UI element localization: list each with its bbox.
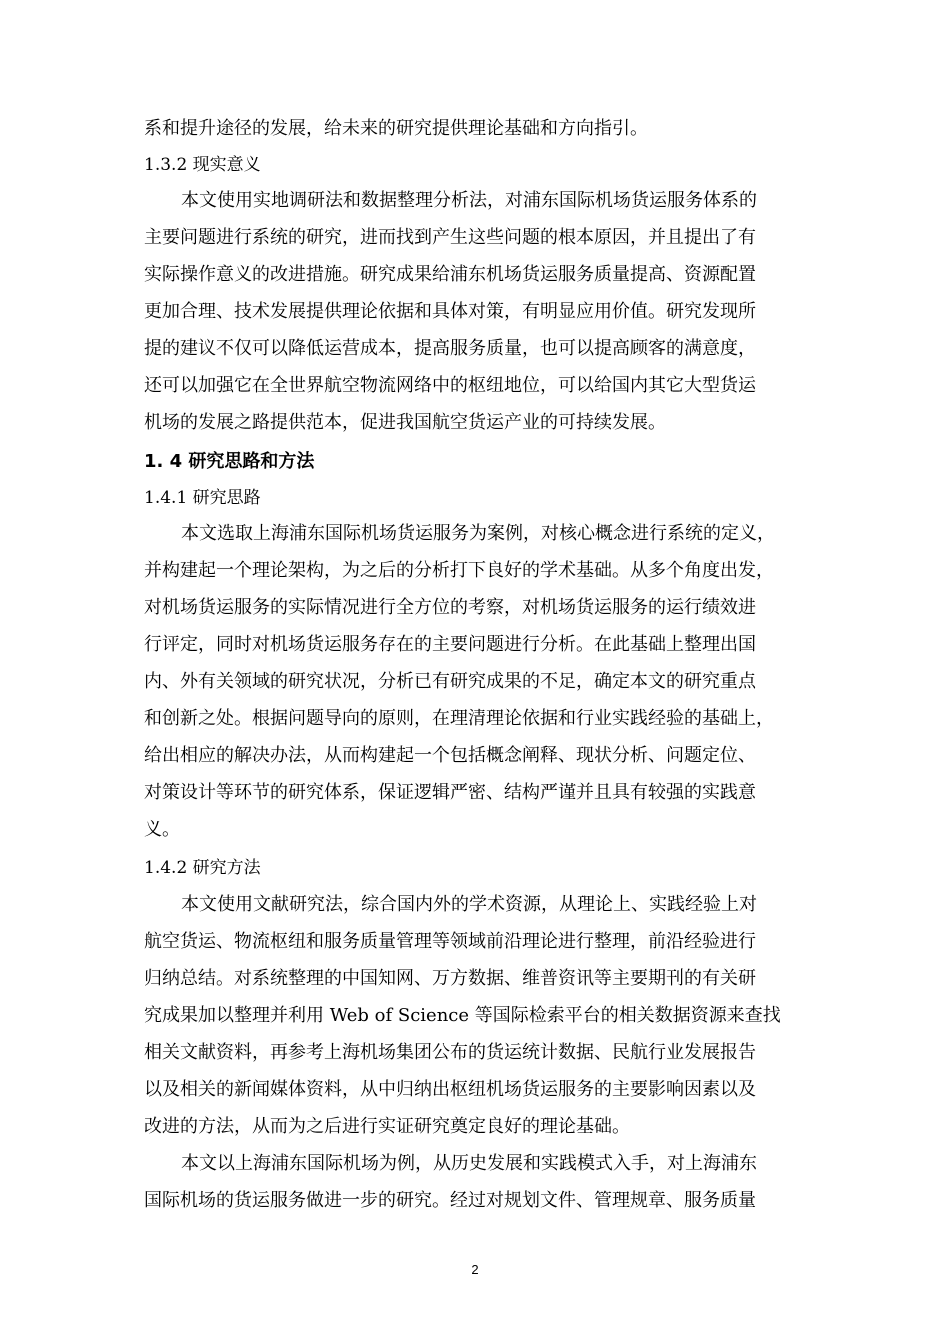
body-line: 本文使用文献研究法，综合国内外的学术资源，从理论上、实践经验上对 <box>181 894 757 915</box>
body-line: 更加合理、技术发展提供理论依据和具体对策，有明显应用价值。研究发现所 <box>144 301 756 322</box>
body-line: 系和提升途径的发展，给未来的研究提供理论基础和方向指引。 <box>144 118 648 139</box>
body-line: 对策设计等环节的研究体系，保证逻辑严密、结构严谨并且具有较强的实践意 <box>144 782 756 803</box>
body-line: 并构建起一个理论架构，为之后的分析打下良好的学术基础。从多个角度出发， <box>144 560 774 581</box>
body-line: 本文选取上海浦东国际机场货运服务为案例，对核心概念进行系统的定义， <box>181 523 775 544</box>
body-line: 给出相应的解决办法，从而构建起一个包括概念阐释、现状分析、问题定位、 <box>144 745 756 766</box>
body-line: 义。 <box>144 819 180 840</box>
body-line: 还可以加强它在全世界航空物流网络中的枢纽地位，可以给国内其它大型货运 <box>144 375 756 396</box>
section-heading: 1. 4 研究思路和方法 <box>144 451 315 472</box>
subsection-heading: 1.4.1 研究思路 <box>144 488 261 508</box>
body-line: 本文使用实地调研法和数据整理分析法，对浦东国际机场货运服务体系的 <box>181 190 757 211</box>
body-line: 本文以上海浦东国际机场为例，从历史发展和实践模式入手，对上海浦东 <box>181 1153 757 1174</box>
body-line: 改进的方法，从而为之后进行实证研究奠定良好的理论基础。 <box>144 1116 630 1137</box>
body-line: 行评定，同时对机场货运服务存在的主要问题进行分析。在此基础上整理出国 <box>144 634 756 655</box>
body-line: 机场的发展之路提供范本，促进我国航空货运产业的可持续发展。 <box>144 412 666 433</box>
page-number: 2 <box>471 1262 479 1277</box>
subsection-heading: 1.3.2 现实意义 <box>144 155 261 175</box>
body-line: 国际机场的货运服务做进一步的研究。经过对规划文件、管理规章、服务质量 <box>144 1190 756 1211</box>
subsection-heading: 1.4.2 研究方法 <box>144 858 261 878</box>
body-line: 以及相关的新闻媒体资料，从中归纳出枢纽机场货运服务的主要影响因素以及 <box>144 1079 756 1100</box>
body-line: 内、外有关领域的研究状况，分析已有研究成果的不足，确定本文的研究重点 <box>144 671 756 692</box>
body-line: 航空货运、物流枢纽和服务质量管理等领域前沿理论进行整理，前沿经验进行 <box>144 931 756 952</box>
body-line: 提的建议不仅可以降低运营成本，提高服务质量，也可以提高顾客的满意度， <box>144 338 756 359</box>
body-line: 主要问题进行系统的研究，进而找到产生这些问题的根本原因，并且提出了有 <box>144 227 756 248</box>
body-line: 对机场货运服务的实际情况进行全方位的考察，对机场货运服务的运行绩效进 <box>144 597 756 618</box>
body-line: 归纳总结。对系统整理的中国知网、万方数据、维普资讯等主要期刊的有关研 <box>144 968 756 989</box>
body-line: 相关文献资料，再参考上海机场集团公布的货运统计数据、民航行业发展报告 <box>144 1042 756 1063</box>
body-line: 实际操作意义的改进措施。研究成果给浦东机场货运服务质量提高、资源配置 <box>144 264 756 285</box>
body-line: 究成果加以整理并利用 Web of Science 等国际检索平台的相关数据资源来查找 <box>144 1005 781 1026</box>
body-line: 和创新之处。根据问题导向的原则，在理清理论依据和行业实践经验的基础上， <box>144 708 774 729</box>
